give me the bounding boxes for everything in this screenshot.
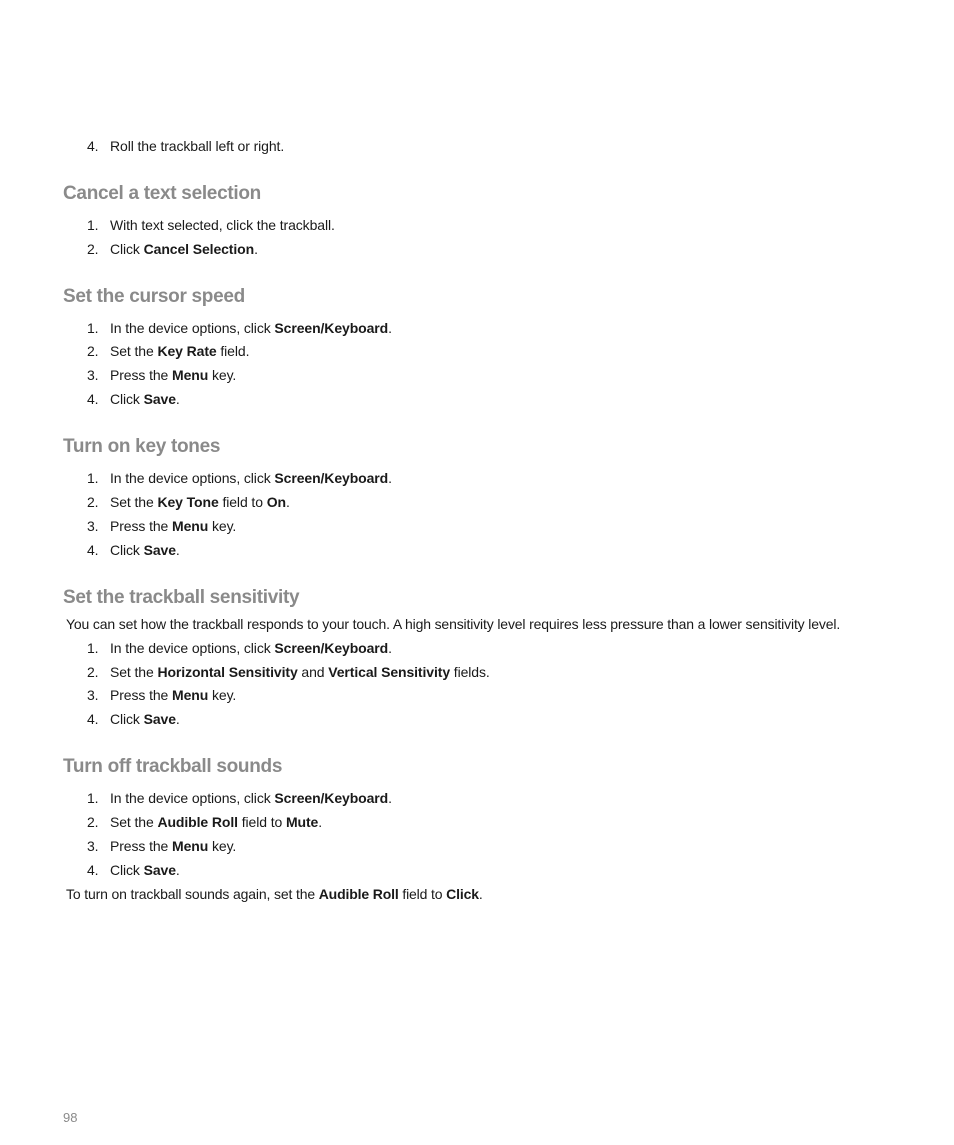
list-item: 4. Click Save.: [87, 542, 180, 558]
section-heading-turn-on-key-tones: Turn on key tones: [63, 436, 221, 457]
list-item: 3. Press the Menu key.: [87, 367, 237, 383]
list-item: 3. Press the Menu key.: [87, 518, 237, 534]
list-item: 2. Set the Horizontal Sensitivity and Vertical Sensitivity fields.: [87, 664, 490, 680]
list-item: 1. With text selected, click the trackball.: [87, 217, 335, 233]
section-heading-turn-off-trackball-sounds: Turn off trackball sounds: [63, 756, 283, 777]
list-item: 4. Click Save.: [87, 862, 180, 878]
section-heading-set-cursor-speed: Set the cursor speed: [63, 286, 245, 307]
list-item: 2. Set the Key Rate field.: [87, 343, 250, 359]
section-note-paragraph: To turn on trackball sounds again, set the Audible Roll field to Click.: [66, 886, 483, 902]
list-item: 4. Click Save.: [87, 391, 180, 407]
list-item: 3. Press the Menu key.: [87, 687, 237, 703]
list-item: 2. Set the Audible Roll field to Mute.: [87, 814, 323, 830]
section-heading-trackball-sensitivity: Set the trackball sensitivity: [63, 587, 300, 608]
page-number: 98: [63, 1110, 78, 1125]
section-intro-paragraph: You can set how the trackball responds to your touch. A high sensitivity level requires less pressure than a lower sensitivity level.: [66, 616, 841, 632]
list-item: 1. In the device options, click Screen/Keyboard.: [87, 640, 392, 656]
list-item: 1. In the device options, click Screen/Keyboard.: [87, 320, 392, 336]
list-item: 3. Press the Menu key.: [87, 838, 237, 854]
list-item: 2. Set the Key Tone field to On.: [87, 494, 290, 510]
list-item: 1. In the device options, click Screen/Keyboard.: [87, 790, 392, 806]
section-heading-cancel-text-selection: Cancel a text selection: [63, 183, 261, 204]
list-item: 4. Click Save.: [87, 711, 180, 727]
list-item: 1. In the device options, click Screen/Keyboard.: [87, 470, 392, 486]
list-item: 2. Click Cancel Selection.: [87, 241, 258, 257]
list-item: 4. Roll the trackball left or right.: [87, 138, 285, 154]
